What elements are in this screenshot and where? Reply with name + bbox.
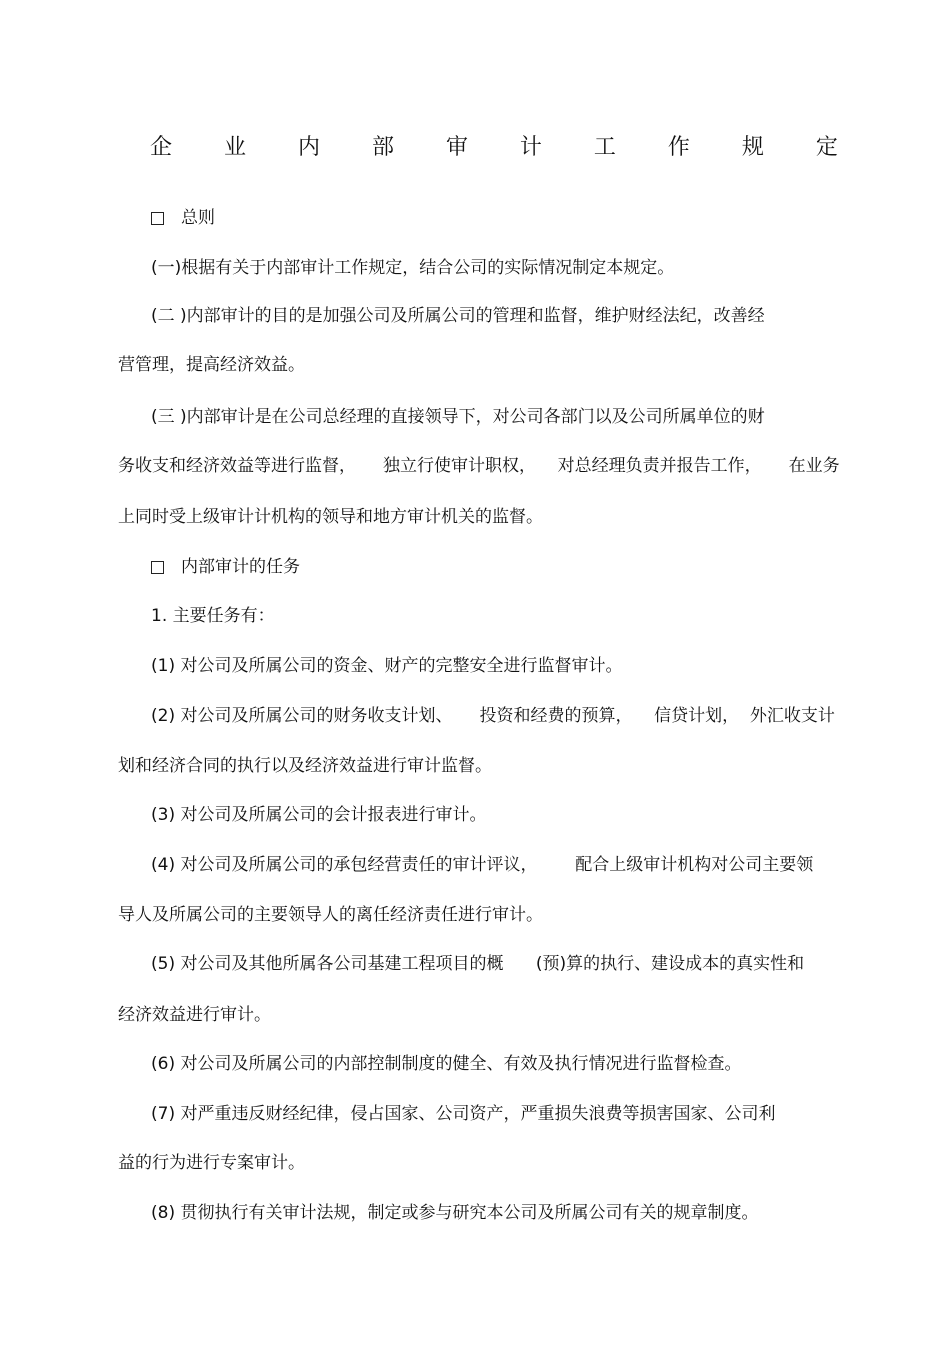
- paragraph-line: (一)根据有关于内部审计工作规定，结合公司的实际情况制定本规定。: [151, 258, 675, 278]
- task-line: (8) 贯彻执行有关审计法规，制定或参与研究本公司及所属公司有关的规章制度。: [151, 1203, 759, 1223]
- section-heading-tasks: [151, 553, 300, 581]
- empty-checkbox-icon: [151, 212, 164, 225]
- paragraph-line: 营管理，提高经济效益。: [118, 355, 305, 375]
- title-char: 工: [593, 135, 616, 160]
- title-char: 审: [445, 135, 468, 160]
- title-char: 作: [667, 135, 690, 160]
- task-line: (1) 对公司及所属公司的资金、财产的完整安全进行监督审计。: [151, 656, 623, 676]
- task-line: (2) 对公司及所属公司的财务收支计划、 投资和经费的预算， 信贷计划， 外汇收支计: [151, 706, 835, 726]
- title-char: 规: [741, 135, 764, 160]
- task-line: 划和经济合同的执行以及经济效益进行审计监督。: [118, 756, 492, 776]
- task-line: 导人及所属公司的主要领导人的离任经济责任进行审计。: [118, 905, 543, 925]
- paragraph-line: 上同时受上级审计计机构的领导和地方审计机关的监督。: [118, 507, 543, 527]
- task-line: (7) 对严重违反财经纪律，侵占国家、公司资产，严重损失浪费等损害国家、公司利: [151, 1104, 776, 1124]
- section-heading-general: [151, 204, 215, 232]
- task-line: (4) 对公司及所属公司的承包经营责任的审计评议， 配合上级审计机构对公司主要领: [151, 855, 814, 875]
- section-heading-label: 总则: [181, 208, 215, 228]
- title-char: 计: [519, 135, 542, 160]
- title-char: 业: [223, 135, 246, 160]
- empty-checkbox-icon: [151, 561, 164, 574]
- task-line: 益的行为进行专案审计。: [118, 1153, 305, 1173]
- task-line: 经济效益进行审计。: [118, 1005, 271, 1025]
- title-char: 部: [371, 135, 394, 160]
- task-line: (6) 对公司及所属公司的内部控制制度的健全、有效及执行情况进行监督检查。: [151, 1054, 742, 1074]
- title-char: 企: [150, 135, 173, 160]
- document-title: [150, 130, 838, 166]
- section-heading-label: 内部审计的任务: [181, 557, 300, 577]
- paragraph-line: (三 )内部审计是在公司总经理的直接领导下，对公司各部门以及公司所属单位的财: [151, 407, 765, 427]
- task-intro: 1. 主要任务有：: [151, 606, 275, 626]
- title-char: 定: [815, 135, 838, 160]
- task-line: (3) 对公司及所属公司的会计报表进行审计。: [151, 805, 487, 825]
- paragraph-line: 务收支和经济效益等进行监督， 独立行使审计职权， 对总经理负责并报告工作， 在业务: [118, 456, 840, 476]
- title-char: 内: [297, 135, 320, 160]
- task-line: (5) 对公司及其他所属各公司基建工程项目的概 (预)算的执行、建设成本的真实性和: [151, 954, 805, 974]
- paragraph-line: (二 )内部审计的目的是加强公司及所属公司的管理和监督，维护财经法纪，改善经: [151, 306, 765, 326]
